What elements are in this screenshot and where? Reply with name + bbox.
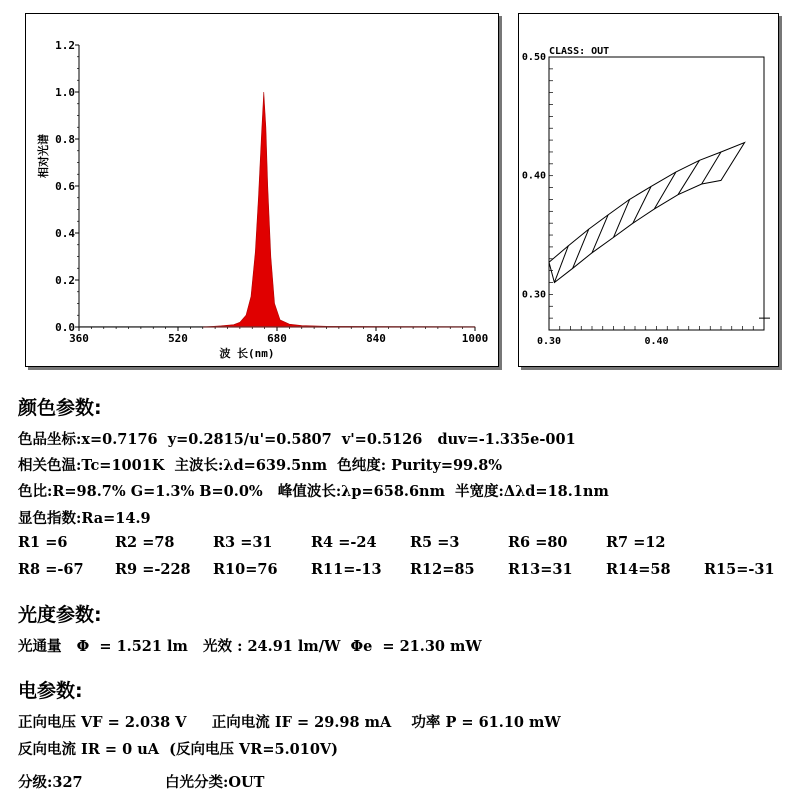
r-value: R15=-31 (704, 561, 775, 578)
forward-electrical-line: 正向电压 VF = 2.038 V 正向电流 IF = 29.98 mA 功率 P = 61.10 mW (18, 714, 561, 731)
photometric-section-title: 光度参数: (18, 604, 102, 626)
plot-frame (549, 57, 764, 330)
r-value: R2 =78 (115, 534, 175, 551)
r-value: R5 =3 (410, 534, 460, 551)
chart-title: CLASS: OUT (549, 46, 610, 57)
x-tick-label: 520 (168, 332, 188, 345)
bin-divider (654, 172, 676, 209)
y-tick-label: 0.6 (55, 180, 75, 193)
white-light-class: 白光分类:OUT (165, 774, 265, 791)
x-axis-label: 波 长(nm) (219, 347, 275, 360)
r-value: R8 =-67 (18, 561, 84, 578)
r-value: R11=-13 (311, 561, 382, 578)
r-value: R12=85 (410, 561, 475, 578)
color-temperature-line: 相关色温:Tc=1001K 主波长:λd=639.5nm 色纯度: Purity=99.8% (18, 457, 503, 474)
y-axis-label: 相对光谱 (37, 134, 50, 178)
x-tick-label: 1000 (461, 332, 489, 345)
spectrum-chart (26, 14, 498, 366)
y-tick-label: 0.8 (55, 133, 75, 146)
r-value: R14=58 (606, 561, 671, 578)
luminous-flux-line: 光通量 Φ = 1.521 lm 光效 : 24.91 lm/W Φe = 21.30 mW (18, 638, 482, 655)
bin-divider (702, 152, 721, 184)
y-tick-label: 0.0 (55, 321, 75, 334)
electrical-section-title: 电参数: (18, 680, 83, 702)
r-value: R1 =6 (18, 534, 68, 551)
r-value: R3 =31 (213, 534, 273, 551)
y-tick-label: 1.2 (55, 39, 75, 52)
reverse-electrical-line: 反向电流 IR = 0 uA (反向电压 VR=5.010V) (18, 741, 339, 758)
spectrum-curve (203, 92, 475, 327)
x-tick-label: 360 (69, 332, 89, 345)
chromaticity-coordinates: 色品坐标:x=0.7176 y=0.2815/u'=0.5807 v'=0.5126 duv=-1.335e-001 (18, 431, 576, 448)
x-tick-label: 680 (267, 332, 287, 345)
r-value: R13=31 (508, 561, 573, 578)
r-value: R4 =-24 (311, 534, 377, 551)
x-tick-label: 840 (366, 332, 386, 345)
color-ratio-line: 色比:R=98.7% G=1.3% B=0.0% 峰值波长:λp=658.6nm 半宽度:Δλd=18.1nm (18, 483, 609, 500)
color-rendering-index: 显色指数:Ra=14.9 (18, 510, 151, 527)
y-tick-label: 0.50 (521, 52, 546, 63)
y-tick-label: 0.2 (55, 274, 75, 287)
x-tick-label: 0.40 (644, 336, 669, 347)
bin-grade: 分级:327 (18, 774, 83, 791)
y-tick-label: 0.40 (521, 170, 546, 182)
y-tick-label: 1.0 (55, 86, 75, 99)
r-value: R9 =-228 (115, 561, 191, 578)
color-section-title: 颜色参数: (18, 397, 102, 419)
cie-chart (519, 14, 778, 366)
bin-outline (549, 143, 745, 283)
cie-panel (518, 13, 779, 367)
y-tick-label: 0.30 (521, 289, 546, 301)
r-value: R6 =80 (508, 534, 568, 551)
r-value: R10=76 (213, 561, 278, 578)
y-tick-label: 0.4 (55, 227, 75, 240)
x-tick-label: 0.30 (536, 336, 562, 347)
spectrum-panel (25, 13, 499, 367)
r-value: R7 =12 (606, 534, 666, 551)
